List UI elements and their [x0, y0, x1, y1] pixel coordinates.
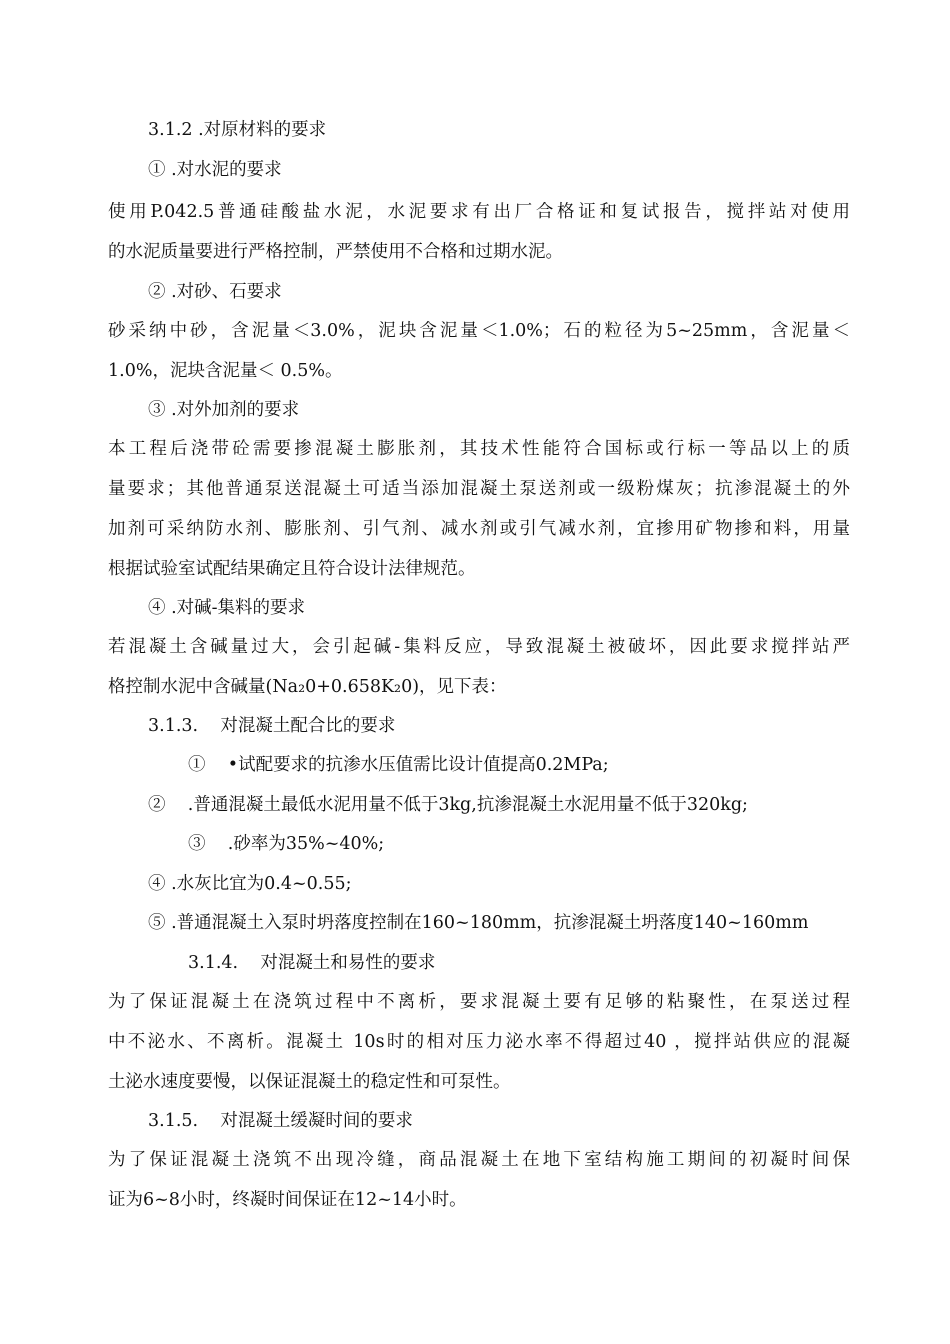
mix-requirement-item-3: ③ .砂率为35%~40%;: [188, 834, 385, 854]
cement-paragraph-line-1: 使用P.042.5普通硅酸盐水泥，水泥要求有出厂合格证和复试报告，搅拌站对使用: [108, 202, 850, 222]
alkali-heading: ④ .对碱-集料的要求: [148, 598, 306, 618]
alkali-paragraph-line-2: 格控制水泥中含碱量(Na₂0+0.658K₂0)，见下表：: [108, 677, 507, 697]
admixture-paragraph-line-3: 加剂可采纳防水剂、膨胀剂、引气剂、减水剂或引气减水剂，宜掺用矿物掺和料，用量: [108, 519, 850, 539]
section-heading-3-1-2: 3.1.2 .对原材料的要求: [148, 120, 327, 140]
sand-stone-heading: ② .对砂、石要求: [148, 282, 282, 302]
sand-stone-paragraph-line-2: 1.0%，泥块含泥量＜ 0.5%。: [108, 361, 343, 381]
alkali-paragraph-line-1: 若混凝土含碱量过大，会引起碱-集料反应，导致混凝土被破坏，因此要求搅拌站严: [108, 637, 850, 657]
admixture-heading: ③ .对外加剂的要求: [148, 400, 300, 420]
cement-paragraph-line-2: 的水泥质量要进行严格控制，严禁使用不合格和过期水泥。: [108, 242, 563, 262]
cement-heading: ① .对水泥的要求: [148, 160, 282, 180]
workability-paragraph-line-1: 为了保证混凝土在浇筑过程中不离析，要求混凝土要有足够的粘聚性，在泵送过程: [108, 992, 850, 1012]
retarding-paragraph-line-2: 证为6~8小时，终凝时间保证在12~14小时。: [108, 1190, 467, 1210]
retarding-paragraph-line-1: 为了保证混凝土浇筑不出现冷缝，商品混凝土在地下室结构施工期间的初凝时间保: [108, 1150, 850, 1170]
admixture-paragraph-line-4: 根据试验室试配结果确定且符合设计法律规范。: [108, 559, 476, 579]
mix-requirement-item-1: ① •试配要求的抗渗水压值需比设计值提高0.2MPa;: [188, 755, 609, 775]
workability-paragraph-line-2: 中不泌水、不离析。混凝土 10s时的相对压力泌水率不得超过40 ，搅拌站供应的混凝: [108, 1032, 850, 1052]
section-heading-3-1-3: 3.1.3. 对混凝土配合比的要求: [148, 716, 396, 736]
mix-requirement-item-2: ② .普通混凝土最低水泥用量不低于3kg,抗渗混凝土水泥用量不低于320kg;: [148, 795, 748, 815]
admixture-paragraph-line-2: 量要求；其他普通泵送混凝土可适当添加混凝土泵送剂或一级粉煤灰；抗渗混凝土的外: [108, 479, 850, 499]
mix-requirement-item-5: ⑤ .普通混凝土入泵时坍落度控制在160~180mm，抗渗混凝土坍落度140~160mm: [148, 913, 809, 933]
mix-requirement-item-4: ④ .水灰比宜为0.4~0.55;: [148, 874, 352, 894]
admixture-paragraph-line-1: 本工程后浇带砼需要掺混凝土膨胀剂，其技术性能符合国标或行标一等品以上的质: [108, 439, 850, 459]
workability-paragraph-line-3: 土泌水速度要慢，以保证混凝土的稳定性和可泵性。: [108, 1072, 511, 1092]
section-heading-3-1-5: 3.1.5. 对混凝土缓凝时间的要求: [148, 1111, 413, 1131]
sand-stone-paragraph-line-1: 砂采纳中砂，含泥量＜3.0%，泥块含泥量＜1.0%；石的粒径为5~25mm，含泥量＜: [108, 321, 850, 341]
section-heading-3-1-4: 3.1.4. 对混凝土和易性的要求: [188, 953, 436, 973]
